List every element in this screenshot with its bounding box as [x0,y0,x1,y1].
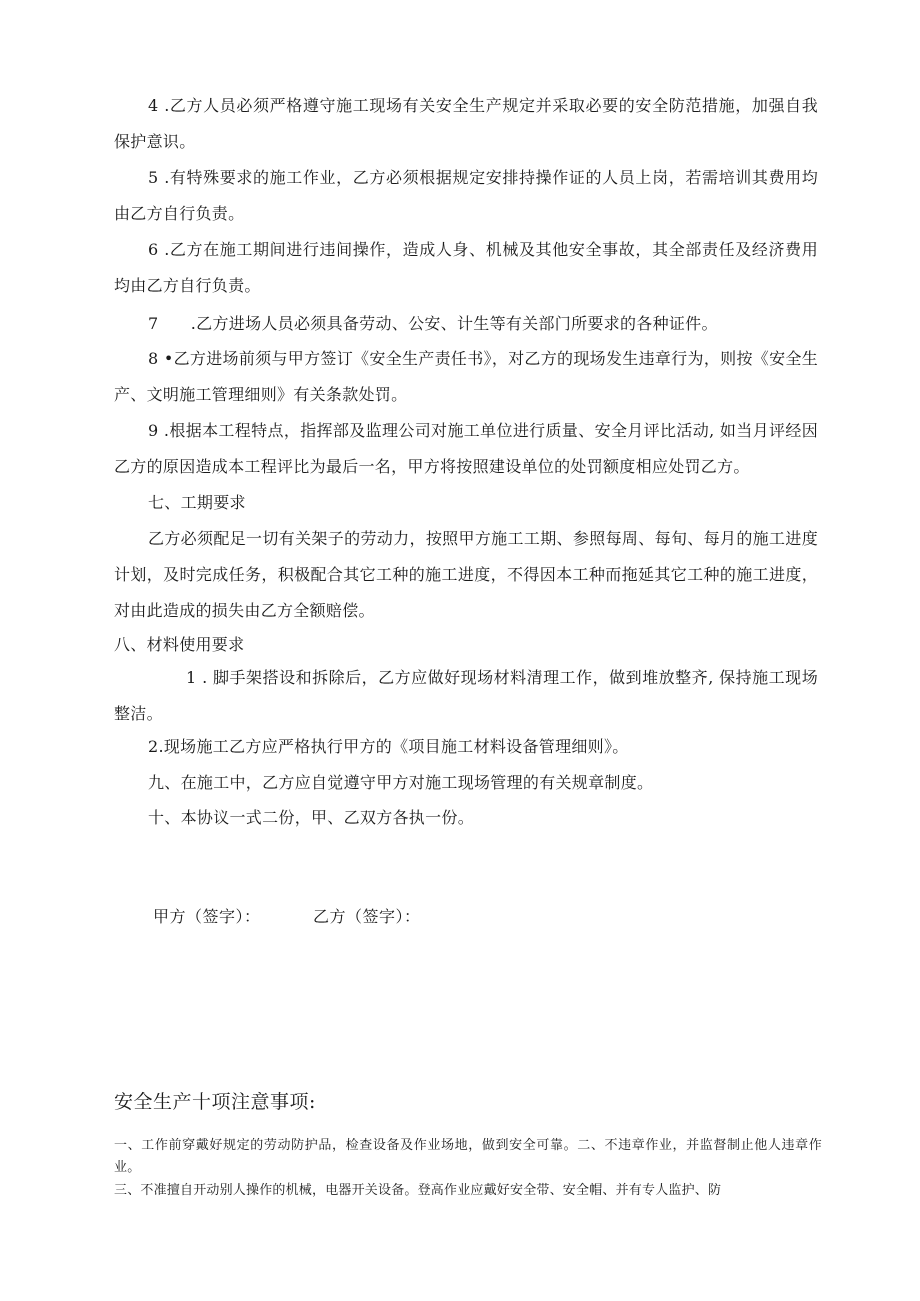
section-7-heading: 七、工期要求 [148,493,246,512]
material-item-2: 2.现场施工乙方应严格执行甲方的《项目施工材料设备管理细则》。 [148,737,629,756]
clause-9: 9 .根据本工程特点，指挥部及监理公司对施工单位进行质量、安全月评比活动, 如当月评经因乙方的原因造成本工程评比为最后一名，甲方将按照建设单位的处罚额度相应处罚乙方。 [114,421,818,476]
clause-6: 6 .乙方在施工期间进行违间操作，造成人身、机械及其他安全事故，其全部责任及经济费用均由乙方自行负责。 [114,240,818,295]
notice-line-1: 一、工作前穿戴好规定的劳动防护品，检查设备及作业场地，做到安全可靠。二、不违章作业，并监督制止他人违章作业。 [114,1138,822,1175]
notice-line-2: 三、不准擅自开动别人操作的机械，电器开关设备。登高作业应戴好安全带、安全帽、并有专人监护、防 [114,1183,722,1198]
clause-7: 7 .乙方进场人员必须具备劳动、公安、计生等有关部门所要求的各种证件。 [148,314,718,333]
party-a-signature: 甲方（签字）： [153,907,261,926]
section-10: 十、本协议一式二份，甲、乙双方各执一份。 [148,808,475,827]
party-b-signature: 乙方（签字）： [313,907,421,926]
clause-8: 8 •乙方进场前须与甲方签订《安全生产责任书》，对乙方的现场发生违章行为，则按《安全生产、文明施工管理细则》有关条款处罚。 [114,349,818,404]
section-7-body: 乙方必须配足一切有关架子的劳动力，按照甲方施工工期、参照每周、每旬、每月的施工进度计划，及时完成任务，积极配合其它工种的施工进度，不得因本工种而拖延其它工种的施工进度，对由此造成的损失由乙方全额赔偿。 [114,529,818,620]
clause-4: 4 .乙方人员必须严格遵守施工现场有关安全生产规定并采取必要的安全防范措施，加强自我保护意识。 [114,96,818,151]
clause-5: 5 .有特殊要求的施工作业，乙方必须根据规定安排持操作证的人员上岗，若需培训其费用均由乙方自行负责。 [114,168,818,223]
section-9: 九、在施工中，乙方应自觉遵守甲方对施工现场管理的有关规章制度。 [148,773,654,792]
notice-title: 安全生产十项注意事项: [114,1091,316,1113]
material-item-1: 1 . 脚手架搭设和拆除后，乙方应做好现场材料清理工作，做到堆放整齐, 保持施工现场整洁。 [114,668,818,723]
section-8-heading: 八、材料使用要求 [114,635,245,654]
